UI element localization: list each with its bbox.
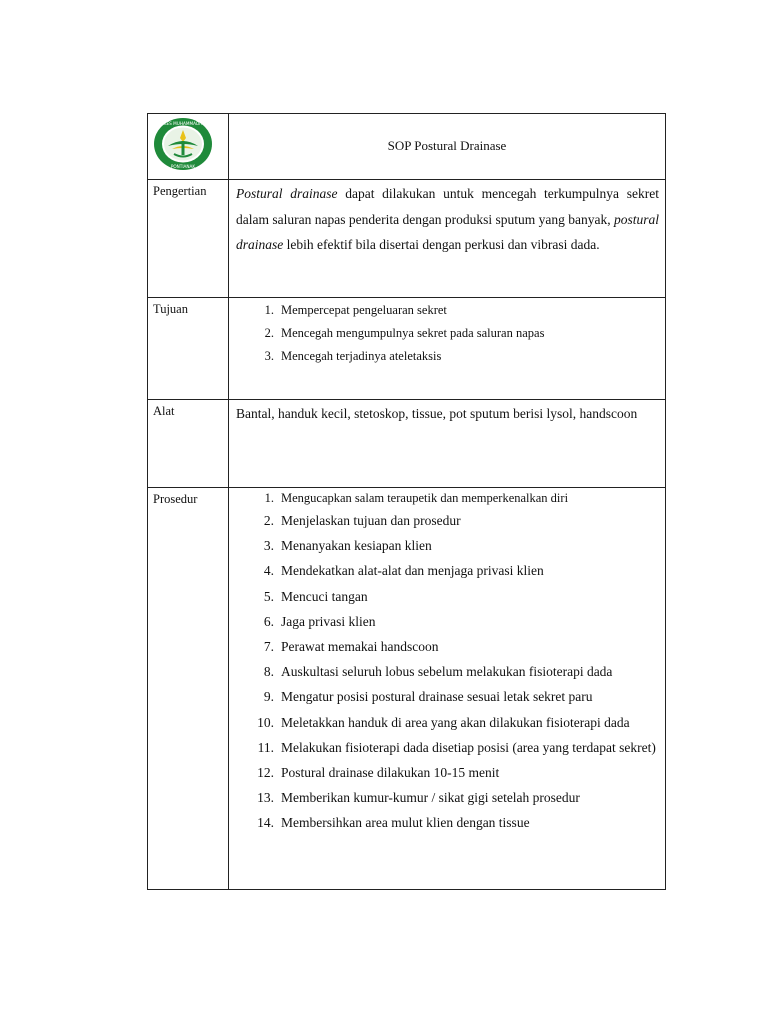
list-text: Menanyakan kesiapan klien [281,538,432,554]
list-item [236,558,659,583]
label-pengertian: Pengertian [148,180,229,298]
list-text: Auskultasi seluruh lobus sebelum melakukan fisioterapi dada [281,664,613,680]
pengertian-text-1: dapat dilakukan untuk mencegah terkumpulnya sekret dalam saluran napas penderita dengan produksi sputum yang banyak, [236,186,659,227]
list-number: 13. [257,790,274,806]
list-item [236,659,659,684]
list-text: Jaga privasi klien [281,613,376,629]
list-number: 9. [263,689,274,705]
list-text: Perawat memakai handscoon [281,639,439,655]
list-item [236,785,659,810]
list-item [236,584,659,609]
label-tujuan: Tujuan [148,298,229,400]
title-cell [229,114,666,180]
list-item [236,735,659,760]
list-item [236,710,659,735]
sop-table [147,113,666,890]
pengertian-paragraph [236,180,659,258]
svg-text:STIKES MUHAMMADIYAH: STIKES MUHAMMADIYAH [157,121,209,126]
logo-cell [148,114,229,180]
list-number: 10. [257,714,274,730]
list-item [236,634,659,659]
list-item [236,508,659,533]
content-alat [229,400,666,488]
list-item [236,684,659,709]
list-text: Mengucapkan salam teraupetik dan memperkenalkan diri [281,491,569,505]
svg-text:PONTIANAK: PONTIANAK [170,164,196,169]
list-text: Mencegah terjadinya ateletaksis [281,349,442,363]
list-number: 6. [263,613,274,629]
row-tujuan [148,298,666,400]
content-prosedur [229,488,666,890]
pengertian-term-2: postural drainase [236,211,659,252]
list-number: 4. [263,563,274,579]
list-text: Mengatur posisi postural drainase sesuai letak sekret paru [281,689,593,705]
label-prosedur: Prosedur [148,488,229,890]
label-alat: Alat [148,400,229,488]
list-number: 7. [263,639,274,655]
list-number: 3. [263,538,274,554]
list-item [236,760,659,785]
list-number: 12. [257,765,274,781]
list-item [236,533,659,558]
list-text: Memberikan kumur-kumur / sikat gigi setelah prosedur [281,790,580,806]
row-pengertian [148,180,666,298]
list-text: Menjelaskan tujuan dan prosedur [281,513,461,528]
list-item [236,345,659,368]
list-text: Mendekatkan alat-alat dan menjaga privasi klien [281,563,544,579]
list-text: Mencegah mengumpulnya sekret pada saluran napas [281,326,545,340]
document-title: SOP Postural Drainase [387,137,507,153]
list-number: 8. [263,664,274,680]
list-text: Membersihkan area mulut klien dengan tissue [281,815,530,831]
alat-text: Bantal, handuk kecil, stetoskop, tissue, pot sputum berisi lysol, handscoon [236,406,638,421]
list-number: 14. [257,815,274,831]
list-text: Meletakkan handuk di area yang akan dilakukan fisioterapi dada [281,714,630,730]
list-item [236,810,659,835]
tujuan-list [236,298,659,368]
prosedur-list [236,488,659,836]
list-text: Melakukan fisioterapi dada disetiap posisi (area yang terdapat sekret) [281,739,656,755]
row-prosedur [148,488,666,890]
row-alat [148,400,666,488]
list-number: 1. [264,303,274,317]
list-text: Mencuci tangan [281,588,368,604]
list-number: 1. [264,491,274,505]
list-number: 11. [257,739,274,755]
content-tujuan [229,298,666,400]
list-item [236,609,659,634]
pengertian-term-1: Postural drainase [236,186,338,201]
institution-logo [152,116,214,172]
list-number: 3. [264,349,274,363]
header-row [148,114,666,180]
list-item [236,299,659,322]
list-text: Postural drainase dilakukan 10-15 menit [281,765,500,781]
list-number: 5. [263,588,274,604]
list-text: Mempercepat pengeluaran sekret [281,303,447,317]
list-item [236,488,659,508]
content-pengertian [229,180,666,298]
list-number: 2. [263,513,274,528]
list-item [236,322,659,345]
pengertian-text-2: lebih efektif bila disertai dengan perkusi dan vibrasi dada. [283,237,600,252]
list-number: 2. [264,326,274,340]
